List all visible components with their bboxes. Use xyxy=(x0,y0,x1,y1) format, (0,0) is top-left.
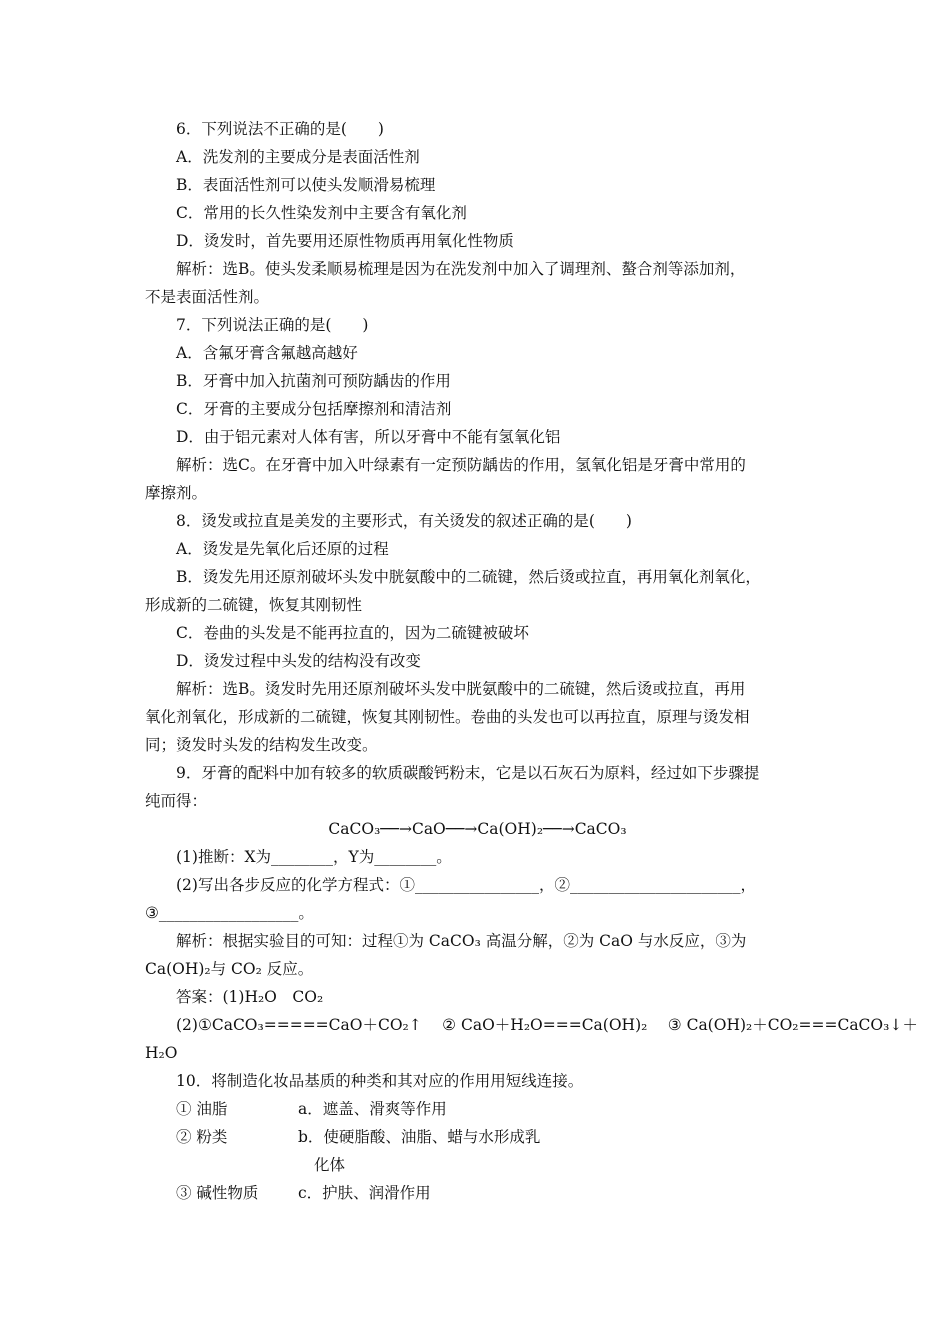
question-stem: 10．将制造化妆品基质的种类和其对应的作用用短线连接。 xyxy=(176,1072,584,1090)
sub-question-2-continued: ③__________________。 xyxy=(145,904,314,922)
option-d: D．烫发过程中头发的结构没有改变 xyxy=(176,652,421,670)
question-stem: 6．下列说法不正确的是( ) xyxy=(176,120,384,138)
analysis: 解析：选B。烫发时先用还原剂破坏头发中胱氨酸中的二硫键，然后烫或拉直，再用 xyxy=(176,680,746,698)
question-9 xyxy=(145,759,918,1067)
option-b: B．牙膏中加入抗菌剂可预防龋齿的作用 xyxy=(176,372,451,390)
matching-row xyxy=(145,1123,810,1151)
question-8 xyxy=(145,507,810,759)
matching-left: ① 油脂 xyxy=(176,1100,228,1118)
matching-row-continued xyxy=(145,1151,810,1179)
matching-right: a．遮盖、滑爽等作用 xyxy=(298,1100,447,1118)
matching-left xyxy=(176,1151,298,1179)
analysis-continued: Ca(OH)₂与 CO₂ 反应。 xyxy=(145,960,314,978)
question-7 xyxy=(145,311,810,507)
option-a: A．含氟牙膏含氟越高越好 xyxy=(176,344,358,362)
option-a: A．洗发剂的主要成分是表面活性剂 xyxy=(176,148,420,166)
question-stem: 8．烫发或拉直是美发的主要形式，有关烫发的叙述正确的是( ) xyxy=(176,512,632,530)
matching-right: b．使硬脂酸、油脂、蜡与水形成乳 xyxy=(298,1128,541,1146)
question-10 xyxy=(145,1067,810,1207)
answer-continued: H₂O xyxy=(145,1044,178,1062)
analysis-continued: 同；烫发时头发的结构发生改变。 xyxy=(145,736,378,754)
matching-right: c．护肤、润滑作用 xyxy=(298,1184,431,1202)
question-stem: 9．牙膏的配料中加有较多的软质碳酸钙粉末，它是以石灰石为原料，经过如下步骤提 xyxy=(176,764,760,782)
option-b: B．烫发先用还原剂破坏头发中胱氨酸中的二硫键，然后烫或拉直，再用氧化剂氧化， xyxy=(176,568,761,586)
option-b: B．表面活性剂可以使头发顺滑易梳理 xyxy=(176,176,436,194)
reaction-scheme: CaCO₃──→CaO──→Ca(OH)₂──→CaCO₃ xyxy=(328,820,627,838)
question-6 xyxy=(145,115,810,311)
page-content xyxy=(145,115,918,1207)
matching-row xyxy=(145,1179,810,1207)
option-b-continued: 形成新的二硫键，恢复其刚韧性 xyxy=(145,596,363,614)
option-a: A．烫发是先氧化后还原的过程 xyxy=(176,540,389,558)
matching-left: ② 粉类 xyxy=(176,1128,228,1146)
sub-question-2: (2)写出各步反应的化学方程式：①________________，②______________________， xyxy=(176,876,756,894)
option-c: C．常用的长久性染发剂中主要含有氧化剂 xyxy=(176,204,467,222)
analysis: 解析：选C。在牙膏中加入叶绿素有一定预防龋齿的作用，氢氧化铝是牙膏中常用的 xyxy=(176,456,746,474)
analysis-continued: 不是表面活性剂。 xyxy=(145,288,270,306)
analysis: 解析：根据实验目的可知：过程①为 CaCO₃ 高温分解，②为 CaO 与水反应，③为 xyxy=(176,932,747,950)
sub-question-1: (1)推断：X为________，Y为________。 xyxy=(176,848,452,866)
question-stem-continued: 纯而得： xyxy=(145,792,208,810)
matching-right: 化体 xyxy=(314,1156,346,1174)
matching-row xyxy=(145,1095,810,1123)
option-c: C．牙膏的主要成分包括摩擦剂和清洁剂 xyxy=(176,400,452,418)
matching-left: ③ 碱性物质 xyxy=(176,1184,259,1202)
analysis-continued: 摩擦剂。 xyxy=(145,484,208,502)
answer-equations: (2)①CaCO₃=====CaO＋CO₂↑ ② CaO＋H₂O===Ca(OH)₂ ③ Ca(OH)₂＋CO₂===CaCO₃↓＋ xyxy=(176,1016,918,1034)
analysis: 解析：选B。使头发柔顺易梳理是因为在洗发剂中加入了调理剂、螯合剂等添加剂， xyxy=(176,260,746,278)
option-d: D．烫发时，首先要用还原性物质再用氧化性物质 xyxy=(176,232,514,250)
option-d: D．由于铝元素对人体有害，所以牙膏中不能有氢氧化铝 xyxy=(176,428,561,446)
question-stem: 7．下列说法正确的是( ) xyxy=(176,316,369,334)
analysis-continued: 氧化剂氧化，形成新的二硫键，恢复其刚韧性。卷曲的头发也可以再拉直，原理与烫发相 xyxy=(145,708,750,726)
answer: 答案：(1)H₂O CO₂ xyxy=(176,988,324,1006)
option-c: C．卷曲的头发是不能再拉直的，因为二硫键被破坏 xyxy=(176,624,529,642)
